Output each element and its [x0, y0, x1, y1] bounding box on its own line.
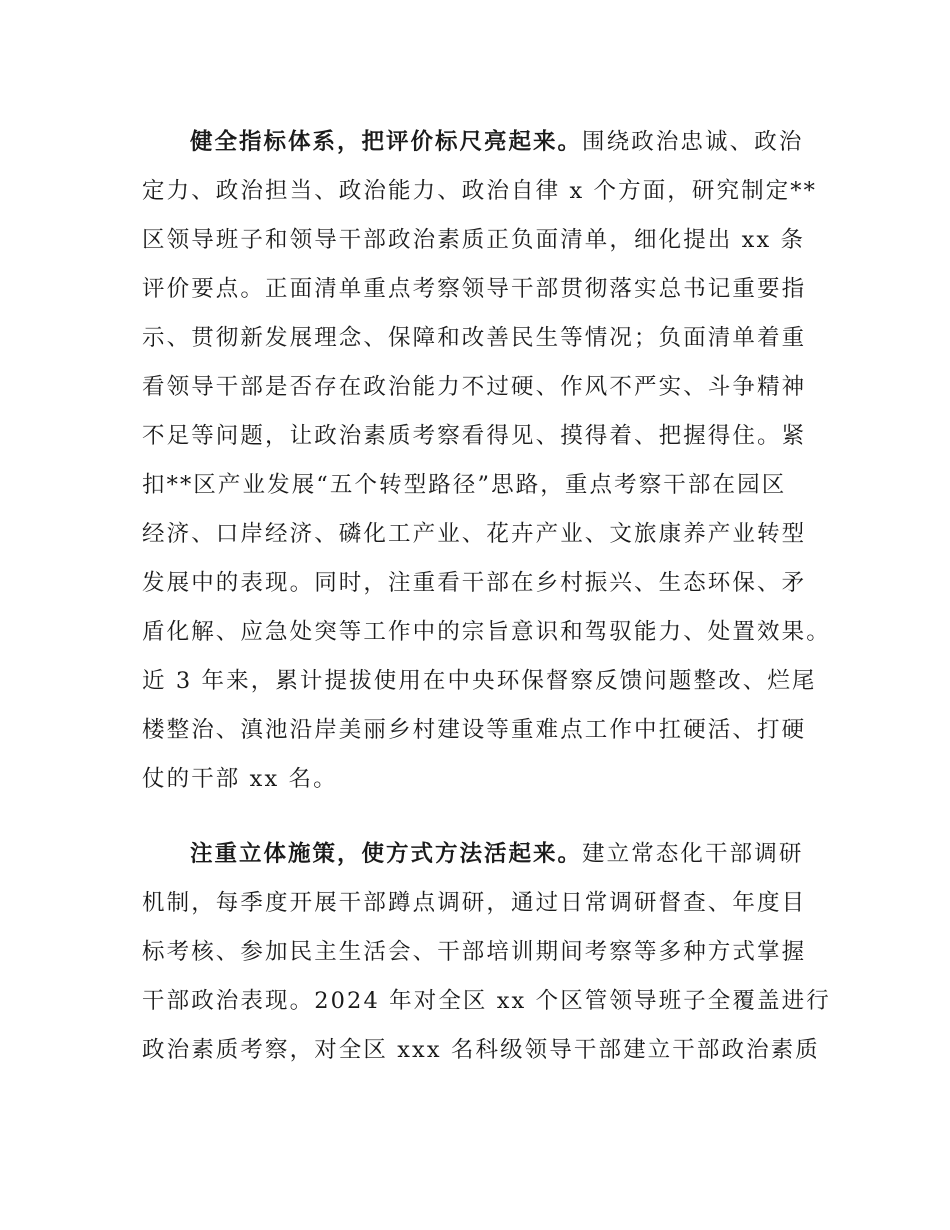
paragraph-1-line-4: 评价要点。正面清单重点考察领导干部贯彻落实总书记重要指: [142, 276, 807, 302]
paragraph-1-line-13: 楼整治、滇池沿岸美丽乡村建设等重难点工作中扛硬活、打硬: [142, 717, 807, 743]
paragraph-2-line-2: 机制，每季度开展干部蹲点调研，通过日常调研督查、年度目: [142, 890, 807, 916]
paragraph-1-line-2: 定力、政治担当、政治能力、政治自律 x 个方面，研究制定**: [142, 178, 817, 204]
paragraph-2-line-1-text: 建立常态化干部调研: [582, 841, 804, 867]
paragraph-1-line-3: 区领导班子和领导干部政治素质正负面清单，细化提出 xx 条: [142, 227, 806, 253]
paragraph-1-line-6: 看领导干部是否存在政治能力不过硬、作风不严实、斗争精神: [142, 374, 807, 400]
paragraph-1-line-8: 扣**区产业发展“五个转型路径”思路，重点考察干部在园区: [142, 472, 787, 498]
paragraph-1-line-12: 近 3 年来，累计提拔使用在中央环保督察反馈问题整改、烂尾: [142, 668, 817, 694]
paragraph-1-line-9: 经济、口岸经济、磷化工产业、花卉产业、文旅康养产业转型: [142, 521, 807, 547]
paragraph-1-line-1: [190, 127, 803, 157]
paragraph-1-line-5: 示、贯彻新发展理念、保障和改善民生等情况；负面清单着重: [142, 325, 807, 351]
paragraph-1-line-7: 不足等问题，让政治素质考察看得见、摸得着、把握得住。紧: [142, 423, 807, 449]
paragraph-2-line-3: 标考核、参加民主生活会、干部培训期间考察等多种方式掌握: [142, 939, 807, 965]
paragraph-2-heading: 注重立体施策，使方式方法活起来。: [190, 841, 583, 867]
paragraph-1-heading: 健全指标体系，把评价标尺亮起来。: [190, 129, 583, 155]
paragraph-1-line-10: 发展中的表现。同时，注重看干部在乡村振兴、生态环保、矛: [142, 570, 807, 596]
paragraph-1-line-14: 仗的干部 xx 名。: [142, 766, 338, 792]
paragraph-2-line-4: 干部政治表现。2024 年对全区 xx 个区管领导班子全覆盖进行: [142, 988, 831, 1014]
paragraph-2-line-1: [190, 839, 803, 869]
paragraph-1-line-11: 盾化解、应急处突等工作中的宗旨意识和驾驭能力、处置效果。: [142, 619, 831, 645]
paragraph-2-line-5: 政治素质考察，对全区 xxx 名科级领导干部建立干部政治素质: [142, 1037, 820, 1063]
paragraph-1-line-1-text: 围绕政治忠诚、政治: [582, 129, 804, 155]
